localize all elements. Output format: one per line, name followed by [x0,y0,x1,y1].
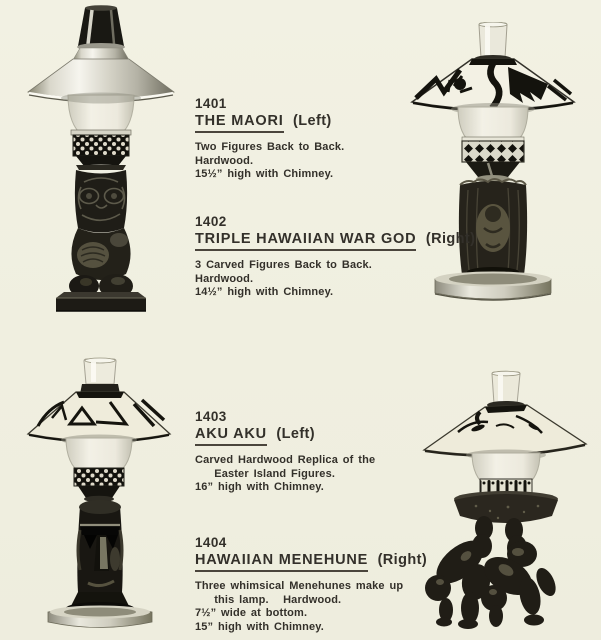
product-title-row [195,551,475,572]
product-entry-1403 [195,409,475,495]
product-side-label: (Left) [276,426,316,442]
product-description [195,580,475,634]
description-line: Hardwood. [195,154,254,167]
product-number: 1403 [195,409,227,424]
product-number: 1404 [195,535,227,550]
product-side-label: (Right) [377,552,428,568]
product-description [195,141,475,182]
maori-lamp-photo [26,2,176,319]
description-line: 3 Carved Figures Back to Back. [195,259,372,271]
product-title-row [195,112,475,133]
description-line: Carved Hardwood Replica of the [195,454,376,466]
product-title-row [195,425,475,446]
product-number: 1402 [195,214,227,229]
description-line: 7½” wide at bottom. [195,607,308,619]
product-title-row [195,230,475,251]
description-line: Two Figures Back to Back. [195,141,345,153]
aku-aku-lamp-photo [18,356,180,640]
product-entry-1404 [195,535,475,634]
product-title: THE MAORI [195,113,284,133]
description-line: Easter Island Figures. [195,467,336,480]
product-side-label: (Left) [293,113,332,129]
product-number: 1401 [195,96,227,111]
product-description [195,259,475,300]
description-line: Hardwood. [195,272,254,285]
product-title: HAWAIIAN MENEHUNE [195,552,368,572]
description-line: 15” high with Chimney. [195,620,324,633]
description-line: 14½” high with Chimney. [195,286,334,298]
product-entry-1402 [195,214,475,300]
description-line: this lamp. Hardwood. [195,593,342,606]
product-description [195,454,475,495]
aku-aku-lamp-illustration [18,356,180,640]
maori-lamp-illustration [26,2,176,314]
description-line: 15½” high with Chimney. [195,168,334,180]
product-title: TRIPLE HAWAIIAN WAR GOD [195,231,416,251]
description-line: Three whimsical Menehunes make up [195,580,404,592]
product-side-label: (Right) [425,231,476,247]
product-entry-1401 [195,96,475,182]
product-title: AKU AKU [195,426,267,446]
description-line: 16” high with Chimney. [195,481,324,493]
